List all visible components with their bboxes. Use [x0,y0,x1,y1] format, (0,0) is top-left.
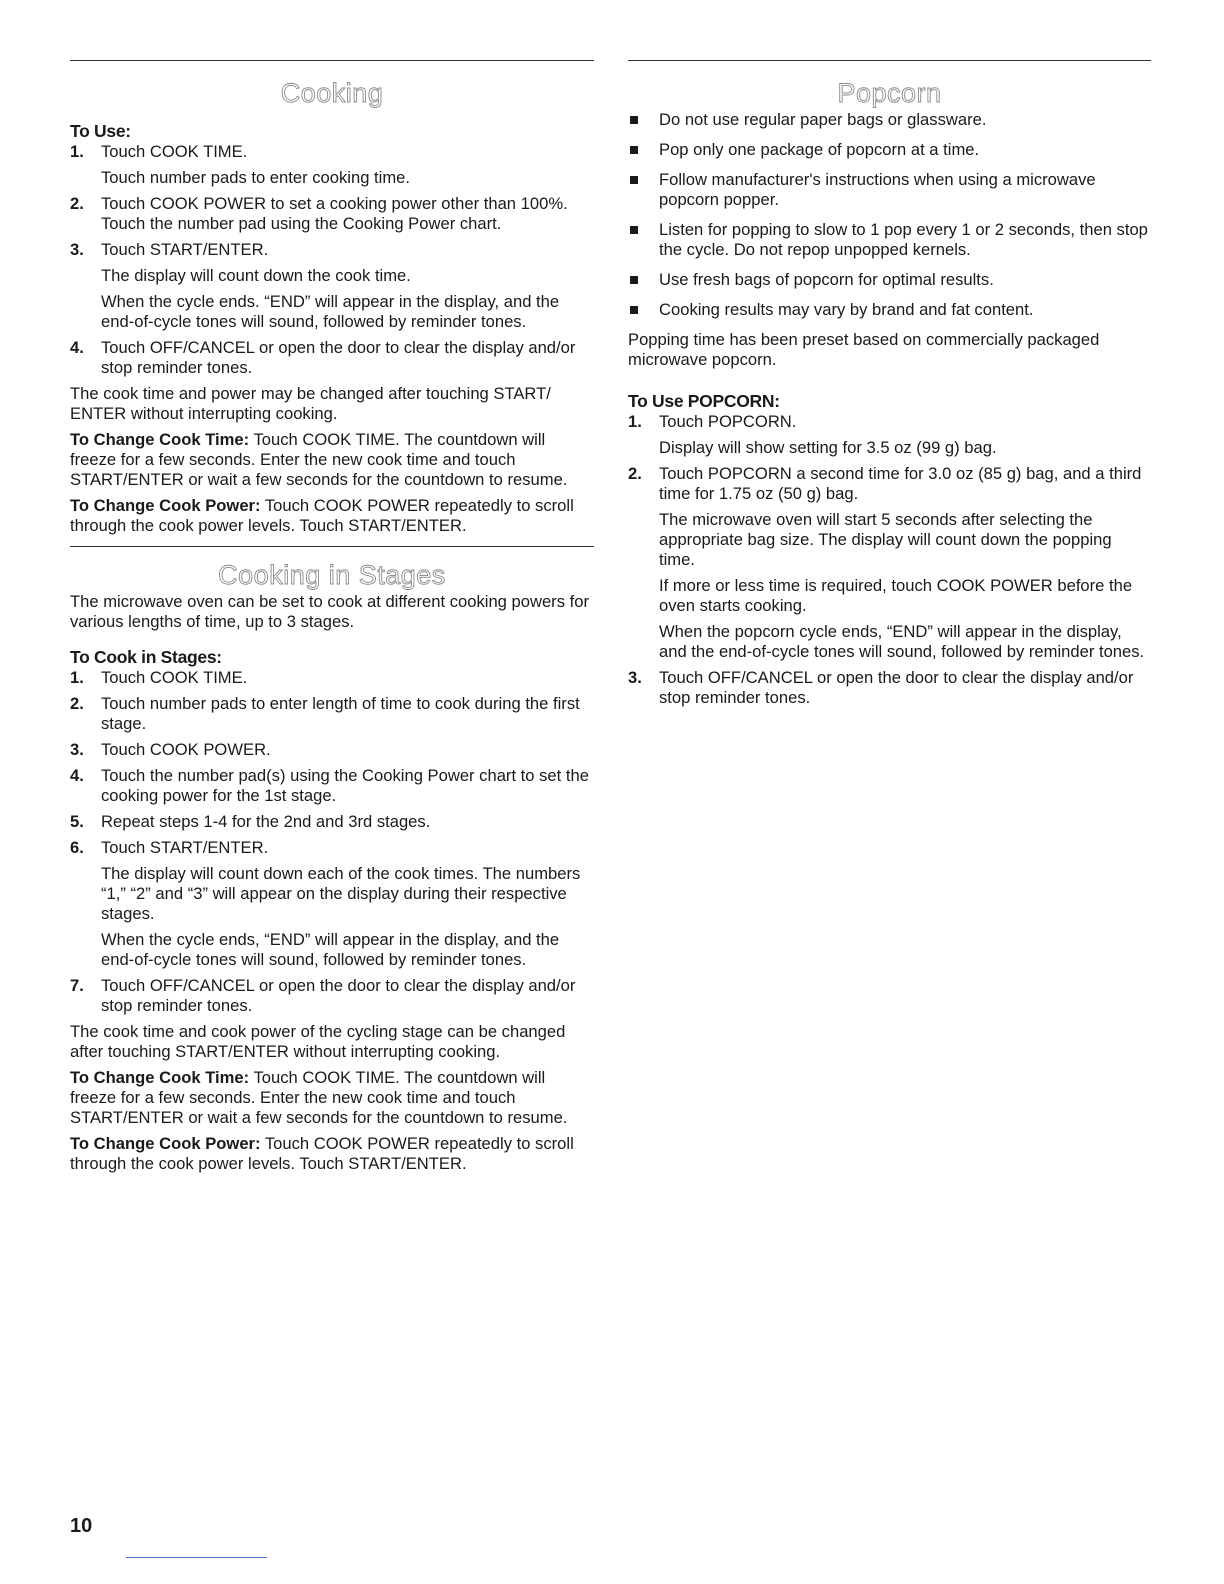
stages-intro: The microwave oven can be set to cook at different cooking powers for various lengths of time, up to 3 stages. [70,592,589,631]
step-text: Touch START/ENTER. [101,240,269,259]
step-text: Touch the number pad(s) using the Cooking Power chart to set the cooking power for the 1st stage. [101,766,589,805]
to-use-popcorn-heading: To Use POPCORN: [628,391,780,411]
cooking-rule [70,60,594,61]
footer-line [126,1557,267,1558]
step-sub: The display will count down each of the cook times. The numbers “1,” “2” and “3” will appear on the display during their respective stages. [101,864,581,923]
list-item [628,464,1151,662]
step-number: 1. [70,668,84,687]
change-cook-time [70,430,594,490]
cooking-title: Cooking [280,78,384,108]
list-item [70,740,594,760]
step-sub: When the popcorn cycle ends, “END” will appear in the display, and the end-of-cycle tones will sound, followed by reminder tones. [659,622,1145,661]
list-item [70,668,594,688]
list-item [70,142,594,188]
step-text: Touch number pads to enter length of time to cook during the first stage. [101,694,580,733]
bullet-text: Use fresh bags of popcorn for optimal results. [659,270,994,289]
step-sub: Touch number pads to enter cooking time. [101,168,411,187]
step-number: 4. [70,338,84,357]
stages-note: The cook time and cook power of the cycling stage can be changed after touching START/ENTER without interrupting cooking. [70,1022,566,1061]
step-number: 6. [70,838,84,857]
bullet-square-icon [630,176,638,184]
popcorn-title: Popcorn [837,78,942,108]
bullet-text: Cooking results may vary by brand and fat content. [659,300,1034,319]
step-sub: The microwave oven will start 5 seconds after selecting the appropriate bag size. The display will count down the popping time. [659,510,1112,569]
change-time-text: Touch COOK TIME. The countdown will freeze for a few seconds. Enter the new cook time and touch START/ENTER or wait a few seconds for the countdown to resume. [70,430,568,489]
list-item [70,338,594,378]
change-time-label: To Change Cook Time: [70,1068,250,1087]
cooking-note: The cook time and power may be changed after touching START/ ENTER without interrupting cooking. [70,384,551,423]
change-power-label: To Change Cook Power: [70,496,261,515]
list-item [70,812,594,832]
step-number: 4. [70,766,84,785]
step-text: Touch OFF/CANCEL or open the door to clear the display and/or stop reminder tones. [101,976,576,1015]
list-item [70,694,594,734]
step-number: 3. [628,668,642,687]
bullet-square-icon [630,306,638,314]
step-number: 2. [70,694,84,713]
popcorn-bullets [628,110,1151,320]
stages-change-cook-time [70,1068,594,1128]
step-number: 1. [628,412,642,431]
step-sub: When the cycle ends. “END” will appear in the display, and the end-of-cycle tones will sound, followed by reminder tones. [101,292,560,331]
bullet-square-icon [630,116,638,124]
list-item [70,194,594,234]
bullet-text: Follow manufacturer's instructions when using a microwave popcorn popper. [659,170,1096,209]
step-number: 3. [70,740,84,759]
list-item [70,838,594,970]
stages-rule [70,546,594,547]
cooking-steps [70,142,594,378]
popcorn-steps [628,412,1151,708]
bullet-text: Listen for popping to slow to 1 pop every 1 or 2 seconds, then stop the cycle. Do not repop unpopped kernels. [659,220,1148,259]
to-use-heading: To Use: [70,121,131,141]
stages-steps [70,668,594,1016]
step-text: Touch START/ENTER. [101,838,269,857]
list-item [628,300,1151,320]
page-number: 10 [70,1515,93,1537]
step-text: Touch COOK POWER. [101,740,271,759]
bullet-square-icon [630,276,638,284]
change-cook-power [70,496,594,536]
list-item [628,668,1151,708]
list-item [70,976,594,1016]
list-item [628,412,1151,458]
list-item [628,270,1151,290]
step-text: Touch POPCORN a second time for 3.0 oz (85 g) bag, and a third time for 1.75 oz (50 g) bag. [659,464,1142,503]
change-time-text: Touch COOK TIME. The countdown will freeze for a few seconds. Enter the new cook time and touch START/ENTER or wait a few seconds for the countdown to resume. [70,1068,568,1127]
bullet-text: Pop only one package of popcorn at a time. [659,140,980,159]
step-number: 7. [70,976,84,995]
step-sub: Display will show setting for 3.5 oz (99 g) bag. [659,438,997,457]
list-item [628,110,1151,130]
step-text: Touch COOK POWER to set a cooking power other than 100%. Touch the number pad using the Cooking Power chart. [101,194,568,233]
step-text: Touch POPCORN. [659,412,797,431]
step-text: Touch COOK TIME. [101,142,248,161]
list-item [70,766,594,806]
step-number: 2. [70,194,84,213]
list-item [628,140,1151,160]
step-text: Touch OFF/CANCEL or open the door to clear the display and/or stop reminder tones. [101,338,576,377]
left-column [70,60,594,1180]
step-number: 2. [628,464,642,483]
right-column [628,60,1151,714]
stages-change-cook-power [70,1134,594,1174]
step-number: 1. [70,142,84,161]
step-sub: When the cycle ends, “END” will appear in the display, and the end-of-cycle tones will sound, followed by reminder tones. [101,930,560,969]
change-time-label: To Change Cook Time: [70,430,250,449]
step-number: 3. [70,240,84,259]
step-sub: If more or less time is required, touch COOK POWER before the oven starts cooking. [659,576,1133,615]
list-item [70,240,594,332]
change-power-text: Touch COOK POWER repeatedly to scroll through the cook power levels. Touch START/ENTER. [70,1134,574,1173]
list-item [628,220,1151,260]
stages-title: Cooking in Stages [218,560,446,590]
bullet-square-icon [630,146,638,154]
step-text: Repeat steps 1-4 for the 2nd and 3rd stages. [101,812,431,831]
step-text: Touch OFF/CANCEL or open the door to clear the display and/or stop reminder tones. [659,668,1134,707]
change-power-text: Touch COOK POWER repeatedly to scroll through the cook power levels. Touch START/ENTER. [70,496,574,535]
step-sub: The display will count down the cook time. [101,266,411,285]
step-text: Touch COOK TIME. [101,668,248,687]
change-power-label: To Change Cook Power: [70,1134,261,1153]
bullet-square-icon [630,226,638,234]
list-item [628,170,1151,210]
bullet-text: Do not use regular paper bags or glassware. [659,110,987,129]
cook-in-stages-heading: To Cook in Stages: [70,647,222,667]
step-number: 5. [70,812,84,831]
popcorn-rule [628,60,1151,61]
popcorn-preset-note: Popping time has been preset based on commercially packaged microwave popcorn. [628,330,1100,369]
